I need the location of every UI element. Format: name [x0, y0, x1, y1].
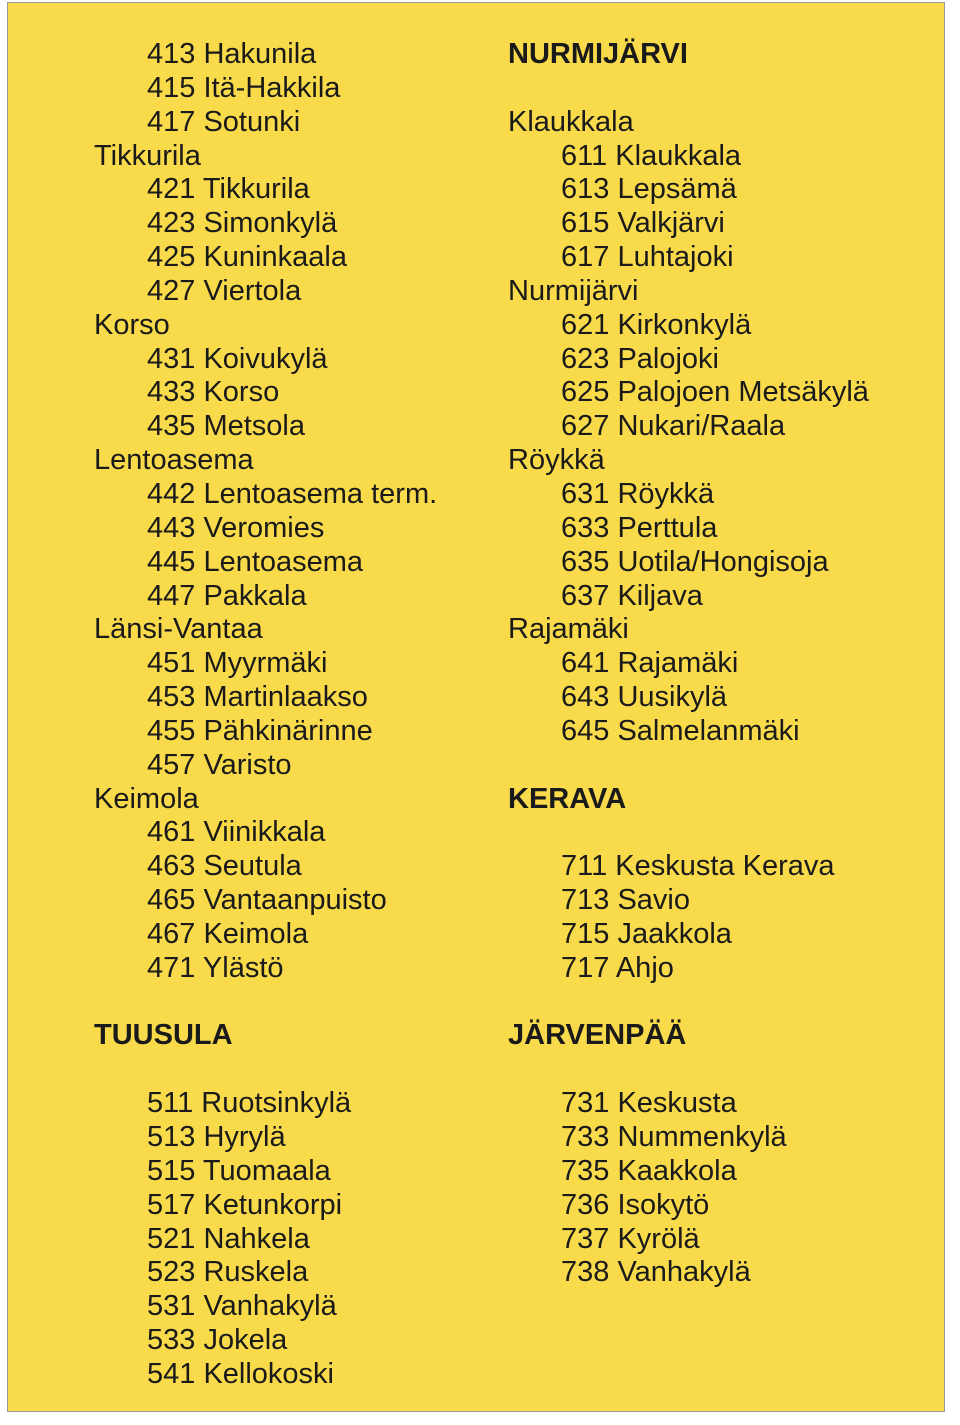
postal-code-item: 736 Isokytö [561, 1188, 710, 1221]
postal-code-item: 733 Nummenkylä [561, 1121, 787, 1153]
postal-code-item: 617 Luhtajoki [561, 241, 734, 274]
area-name: Länsi-Vantaa [94, 613, 263, 646]
postal-code-item: 615 Valkjärvi [561, 207, 725, 240]
postal-code-item: 455 Pähkinärinne [147, 714, 373, 747]
postal-code-item: 433 Korso [147, 376, 280, 409]
postal-code-item: 431 Koivukylä [147, 342, 328, 375]
postal-code-item: 457 Varisto [147, 748, 292, 781]
postal-code-item: 637 Kiljava [561, 579, 703, 612]
postal-code-item: 627 Nukari/Raala [561, 410, 786, 443]
postal-code-item: 735 Kaakkola [561, 1154, 737, 1187]
area-name: Tikkurila [94, 139, 201, 172]
postal-code-item: 451 Myyrmäki [147, 647, 328, 680]
area-name: Rajamäki [508, 613, 629, 646]
postal-code-item: 611 Klaukkala [561, 139, 742, 172]
spacer [94, 986, 437, 1020]
postal-code-item: 633 Perttula [561, 511, 718, 544]
postal-code-item: 641 Rajamäki [561, 647, 739, 680]
postal-code-item: 427 Viertola [147, 274, 302, 307]
postal-code-item: 443 Veromies [147, 511, 325, 544]
postal-code-item: 442 Lentoasema term. [147, 477, 438, 510]
postal-code-item: 631 Röykkä [561, 477, 715, 510]
postal-code-item: 533 Jokela [147, 1324, 288, 1357]
spacer [94, 1053, 437, 1087]
municipality-heading: TUUSULA [94, 1019, 233, 1052]
postal-code-item: 523 Ruskela [147, 1256, 309, 1289]
postal-code-item: 461 Viinikkala [147, 816, 326, 849]
left-column [94, 38, 437, 1392]
postal-code-item: 515 Tuomaala [147, 1154, 331, 1187]
postal-code-item: 471 Ylästö [147, 951, 284, 984]
right-column [508, 38, 869, 1290]
postal-code-item: 465 Vantaanpuisto [147, 884, 387, 917]
postal-code-item: 421 Tikkurila [147, 173, 310, 206]
spacer [508, 816, 869, 850]
postal-code-item: 713 Savio [561, 884, 690, 917]
postal-code-item: 625 Palojoen Metsäkylä [561, 376, 869, 409]
postal-code-item: 711 Keskusta Kerava [561, 850, 835, 883]
postal-code-card [7, 2, 945, 1412]
postal-code-item: 447 Pakkala [147, 579, 307, 612]
spacer [508, 986, 869, 1020]
postal-code-item: 737 Kyrölä [561, 1222, 700, 1255]
postal-code-item: 531 Vanhakylä [147, 1290, 337, 1323]
postal-code-item: 435 Metsola [147, 410, 305, 443]
postal-code-item: 445 Lentoasema [147, 545, 364, 578]
postal-code-item: 467 Keimola [147, 917, 309, 950]
postal-code-item: 521 Nahkela [147, 1222, 310, 1255]
postal-code-item: 453 Martinlaakso [147, 681, 368, 714]
postal-code-item: 423 Simonkylä [147, 207, 338, 240]
area-name: Lentoasema [94, 444, 254, 477]
postal-code-item: 717 Ahjo [561, 951, 674, 984]
postal-code-item: 513 Hyrylä [147, 1121, 286, 1153]
spacer [508, 749, 869, 783]
postal-code-item: 425 Kuninkaala [147, 241, 347, 274]
postal-code-item: 541 Kellokoski [147, 1357, 334, 1390]
postal-code-item: 623 Palojoki [561, 342, 719, 375]
postal-code-item: 613 Lepsämä [561, 173, 737, 206]
municipality-heading: NURMIJÄRVI [508, 38, 688, 70]
postal-code-item: 715 Jaakkola [561, 917, 732, 950]
area-name: Korso [94, 308, 170, 341]
postal-code-item: 463 Seutula [147, 850, 302, 883]
area-name: Nurmijärvi [508, 274, 639, 307]
municipality-heading: KERAVA [508, 782, 627, 815]
postal-code-item: 738 Vanhakylä [561, 1256, 751, 1289]
postal-code-item: 413 Hakunila [147, 38, 317, 70]
postal-code-item: 511 Ruotsinkylä [147, 1087, 352, 1120]
postal-code-item: 417 Sotunki [147, 105, 301, 138]
area-name: Keimola [94, 782, 199, 815]
area-name: Klaukkala [508, 105, 634, 138]
postal-code-item: 643 Uusikylä [561, 681, 728, 714]
postal-code-item: 517 Ketunkorpi [147, 1188, 343, 1221]
spacer [508, 72, 869, 106]
postal-code-item: 415 Itä-Hakkila [147, 71, 341, 104]
area-name: Röykkä [508, 444, 605, 477]
postal-code-item: 621 Kirkonkylä [561, 308, 752, 341]
postal-code-item: 731 Keskusta [561, 1087, 737, 1120]
municipality-heading: JÄRVENPÄÄ [508, 1019, 687, 1052]
postal-code-item: 645 Salmelanmäki [561, 714, 800, 747]
postal-code-item: 635 Uotila/Hongisoja [561, 545, 829, 578]
spacer [508, 1053, 869, 1087]
